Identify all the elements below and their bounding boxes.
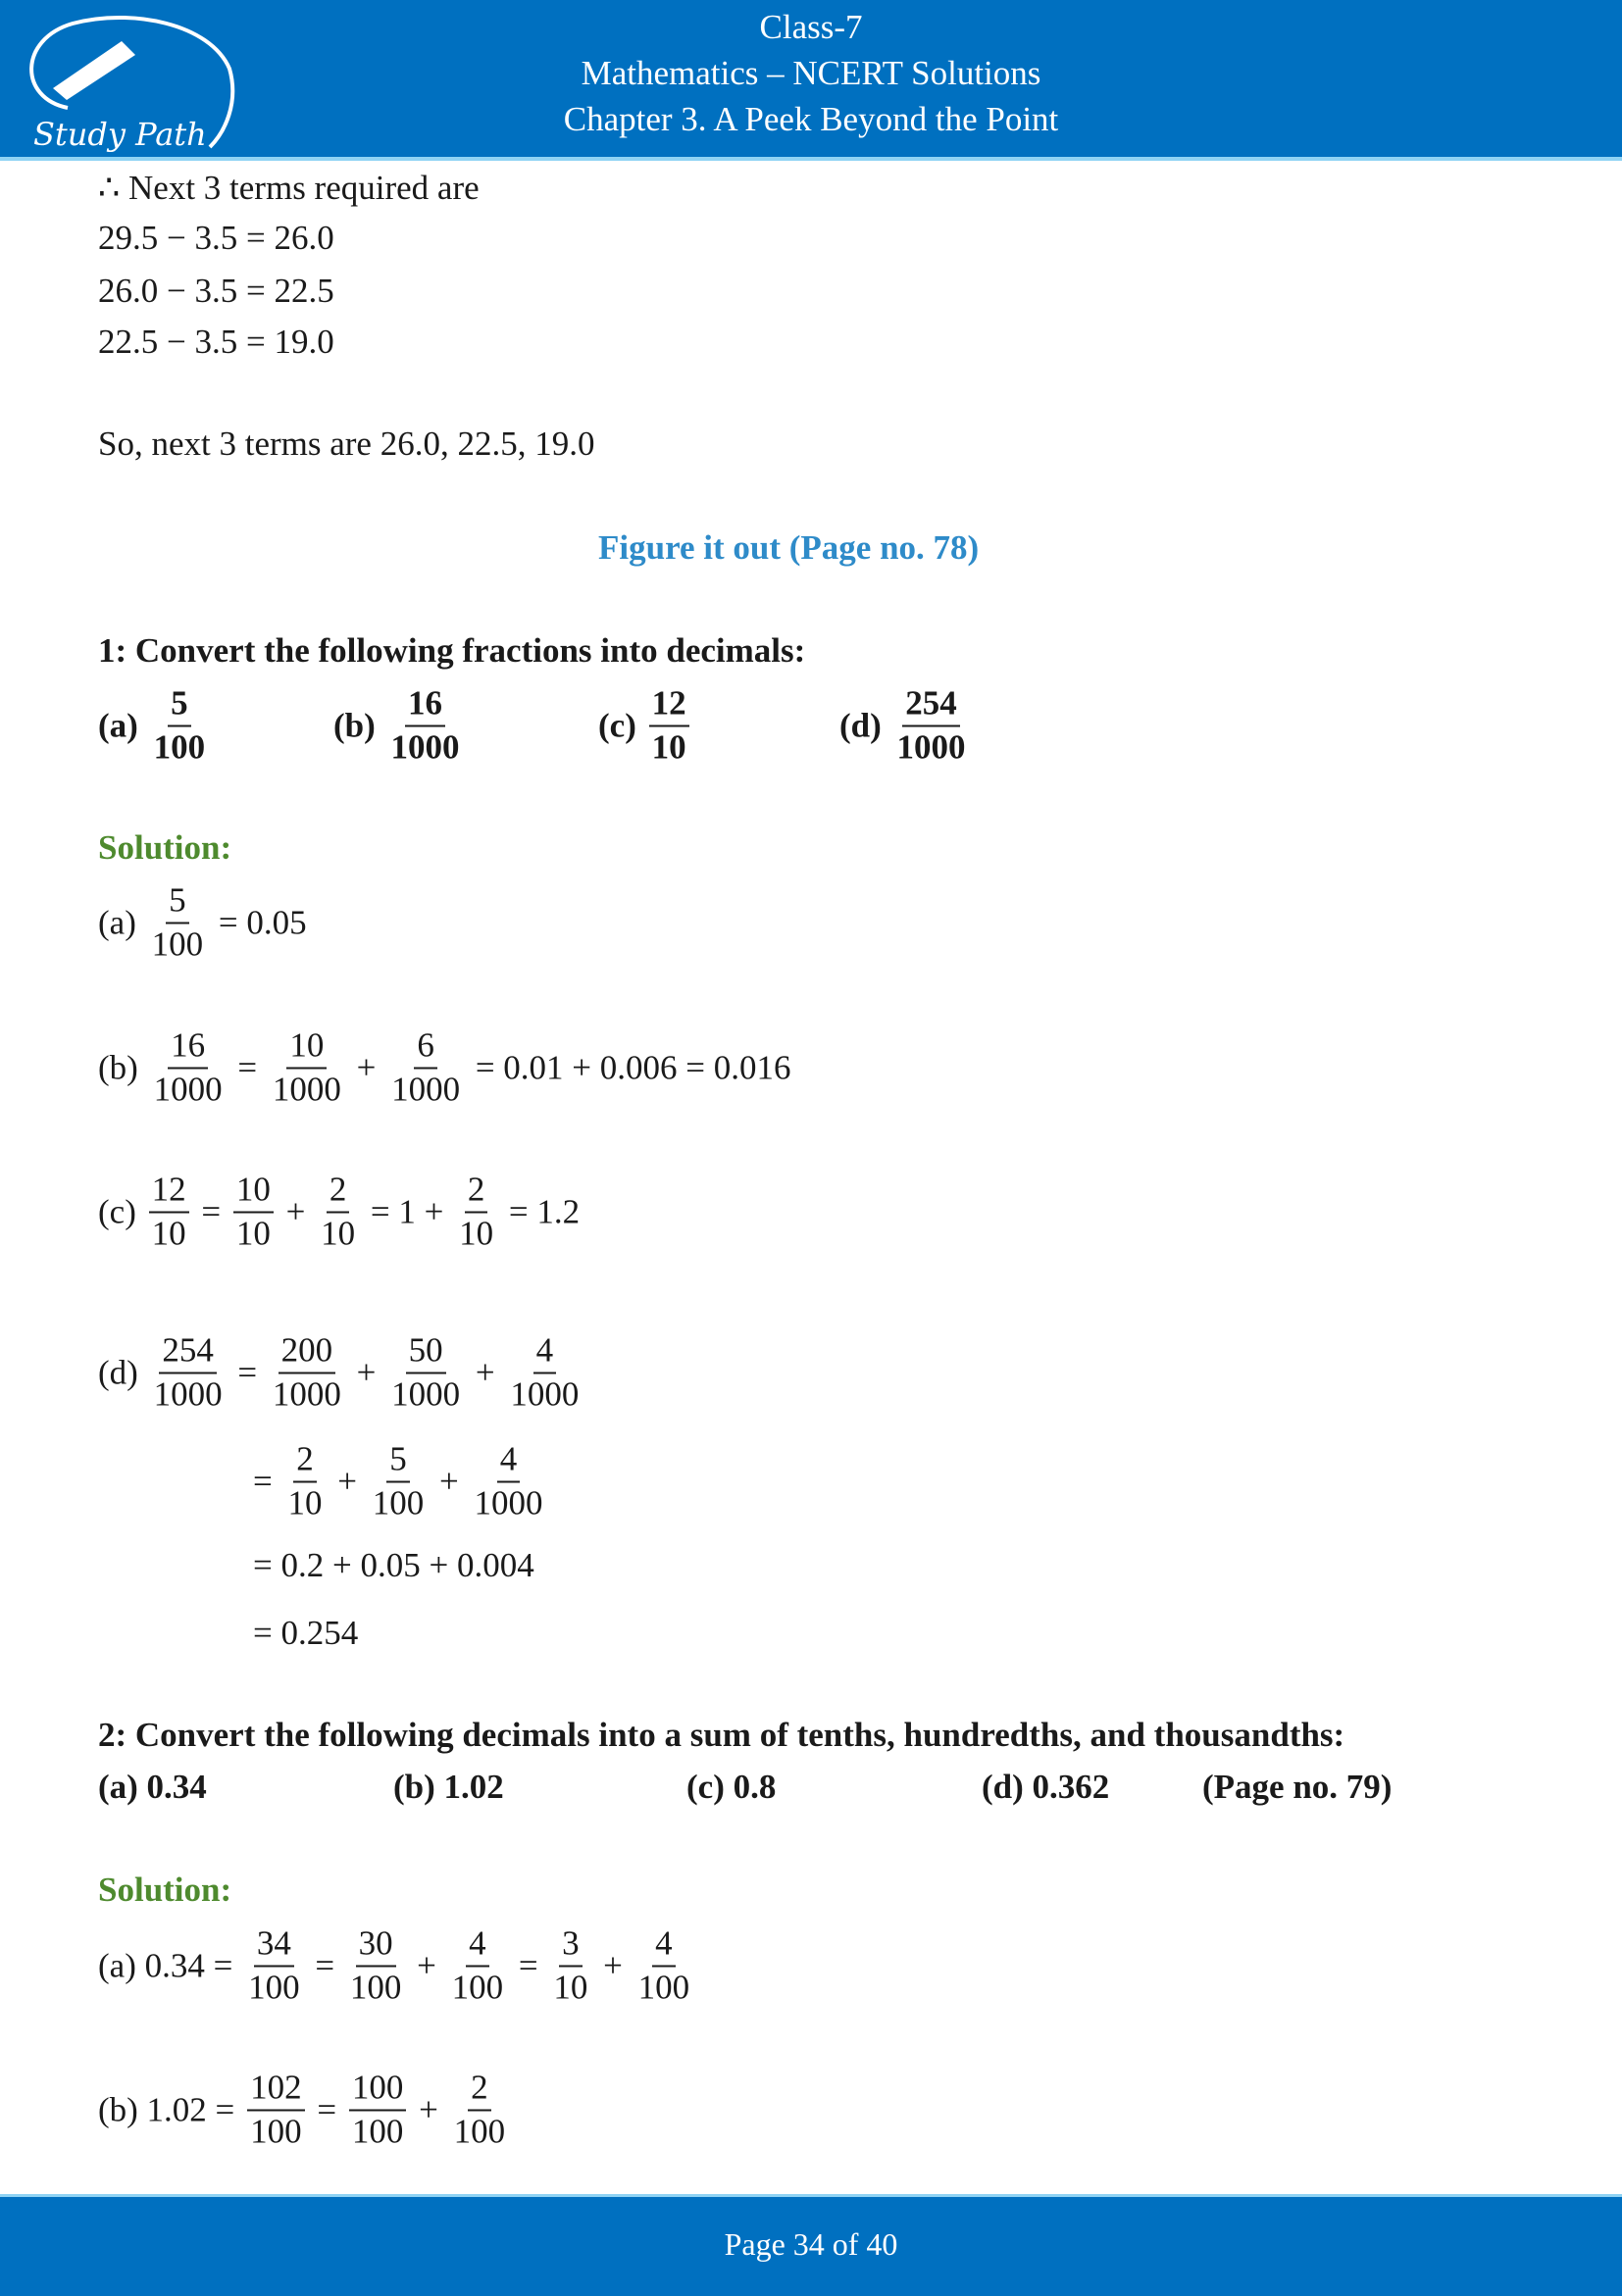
fraction	[388, 685, 463, 767]
q1-c	[598, 685, 693, 767]
numerator: 5	[168, 685, 191, 727]
denominator: 1000	[474, 1483, 543, 1522]
numerator: 200	[279, 1332, 336, 1374]
next-terms-intro	[98, 169, 480, 208]
fraction	[318, 1172, 358, 1253]
numerator: 5	[386, 1441, 410, 1483]
numerator: 2	[293, 1441, 317, 1483]
denominator: 10	[287, 1483, 323, 1522]
denominator: 10	[459, 1214, 494, 1252]
denominator: 100	[351, 2112, 404, 2150]
numerator: 10	[286, 1027, 327, 1070]
text-run: So, next 3 terms are 26.0, 22.5, 19.0	[98, 424, 595, 463]
text-run: = 0.01 + 0.006 = 0.016	[467, 1048, 791, 1086]
fraction	[270, 1027, 344, 1109]
numerator: 6	[414, 1027, 437, 1070]
fraction	[270, 1332, 344, 1414]
text-run: +	[347, 1353, 385, 1391]
denominator: 100	[451, 1968, 504, 2006]
text-run: (d) 0.362	[982, 1768, 1110, 1806]
text-run: +	[277, 1192, 315, 1230]
denominator: 1000	[153, 1070, 223, 1108]
denominator: 100	[349, 1968, 402, 2006]
chapter-title: Chapter 3. A Peek Beyond the Point	[563, 100, 1059, 138]
numerator: 12	[149, 1172, 189, 1214]
text-run: (d)	[98, 1353, 147, 1391]
q1-a	[98, 685, 212, 767]
denominator: 10	[151, 1214, 186, 1252]
page-number: Page 34 of 40	[724, 2226, 898, 2262]
numerator: 10	[233, 1172, 274, 1214]
text-run: ∴ Next 3 terms required are	[98, 169, 480, 207]
text-run: =	[510, 1946, 547, 1984]
sol1-a	[98, 882, 307, 964]
numerator: 2	[465, 1172, 488, 1214]
text-run: =	[228, 1353, 266, 1391]
fraction	[388, 1332, 463, 1414]
sol1-b	[98, 1027, 791, 1109]
q2-a	[98, 1768, 207, 1807]
q1-b	[333, 685, 467, 767]
denominator: 100	[637, 1968, 690, 2006]
numerator: 4	[652, 1925, 676, 1968]
text-run: 1: Convert the following fractions into decimals:	[98, 631, 806, 670]
fraction	[245, 1925, 303, 2007]
text-run: 2: Convert the following decimals into a sum of tenths, hundredths, and thousandths:	[98, 1716, 1345, 1754]
text-run: = 0.2 + 0.05 + 0.004	[253, 1546, 534, 1584]
text-run: =	[228, 1048, 266, 1086]
numerator: 30	[356, 1925, 396, 1968]
fraction	[472, 1441, 546, 1522]
sol1-d	[98, 1332, 585, 1414]
text-run: (b) 1.02 =	[98, 2090, 244, 2128]
fraction	[285, 1441, 326, 1522]
fraction	[247, 2070, 305, 2151]
fraction	[635, 1925, 693, 2007]
denominator: 1000	[510, 1374, 580, 1413]
fraction	[151, 1027, 226, 1109]
denominator: 100	[372, 1483, 425, 1522]
class-title: Class-7	[759, 8, 863, 46]
text-run: =	[308, 2090, 345, 2128]
numerator: 4	[533, 1332, 557, 1374]
logo-text: Study Path	[33, 116, 207, 153]
denominator: 100	[453, 2112, 506, 2150]
sol1-c	[98, 1172, 580, 1253]
text-run: Figure it out (Page no. 78)	[598, 528, 980, 567]
text-run: =	[253, 1462, 281, 1500]
subject-title: Mathematics – NCERT Solutions	[581, 54, 1041, 92]
solution-2-label	[98, 1871, 231, 1910]
text-run: (Page no. 79)	[1202, 1768, 1393, 1806]
denominator: 1000	[391, 1070, 461, 1108]
page-header	[0, 0, 1622, 161]
text-run: (b) 1.02	[393, 1768, 504, 1806]
page-footer	[0, 2194, 1622, 2296]
text-run: +	[431, 1462, 468, 1500]
sol2-a	[98, 1925, 696, 2007]
numerator: 34	[254, 1925, 294, 1968]
text-run: (b)	[333, 706, 384, 744]
denominator: 10	[321, 1214, 356, 1252]
denominator: 1000	[153, 1374, 223, 1413]
fraction	[151, 1332, 226, 1414]
fraction	[347, 1925, 405, 2007]
numerator: 2	[327, 1172, 350, 1214]
text-run: 26.0 − 3.5 = 22.5	[98, 272, 334, 310]
denominator: 100	[151, 924, 204, 963]
term-2	[98, 272, 334, 311]
fraction	[233, 1172, 274, 1253]
sol1-d-step3	[253, 1546, 534, 1585]
numerator: 254	[159, 1332, 217, 1374]
denominator: 10	[553, 1968, 588, 2006]
denominator: 1000	[272, 1070, 341, 1108]
text-run: (a)	[98, 903, 145, 941]
denominator: 100	[153, 727, 206, 766]
text-run: +	[410, 2090, 447, 2128]
next-terms-answer	[98, 424, 594, 464]
fraction	[894, 685, 969, 767]
text-run: (c)	[598, 706, 645, 744]
numerator: 5	[166, 882, 189, 924]
text-run: (b)	[98, 1048, 147, 1086]
text-run: (c)	[98, 1192, 145, 1230]
fraction	[456, 1172, 496, 1253]
text-run: +	[408, 1946, 445, 1984]
fraction	[151, 685, 209, 767]
text-run: Solution:	[98, 828, 232, 867]
fraction	[451, 2070, 509, 2151]
text-run: = 0.254	[253, 1614, 359, 1652]
numerator: 3	[559, 1925, 583, 1968]
text-run: = 0.05	[210, 903, 307, 941]
fraction	[449, 1925, 507, 2007]
question-1	[98, 631, 805, 671]
term-1	[98, 219, 334, 258]
text-run: (d)	[839, 706, 890, 744]
fraction	[370, 1441, 428, 1522]
solution-1-label	[98, 828, 231, 868]
text-run: (a)	[98, 706, 147, 744]
text-run: (a) 0.34	[98, 1768, 207, 1806]
fraction	[149, 882, 207, 964]
text-run: +	[467, 1353, 504, 1391]
denominator: 1000	[896, 727, 966, 766]
fraction	[388, 1027, 463, 1109]
numerator: 16	[168, 1027, 208, 1070]
text-run: +	[329, 1462, 366, 1500]
q2-d	[982, 1768, 1109, 1807]
section-heading	[598, 528, 979, 568]
text-run: = 1 +	[362, 1192, 453, 1230]
text-run: =	[306, 1946, 343, 1984]
sol1-d-step4	[253, 1614, 358, 1653]
denominator: 10	[651, 727, 686, 766]
numerator: 12	[649, 685, 689, 727]
fraction	[149, 1172, 189, 1253]
numerator: 2	[468, 2070, 491, 2112]
text-run: +	[594, 1946, 632, 1984]
numerator: 4	[497, 1441, 521, 1483]
numerator: 50	[406, 1332, 446, 1374]
denominator: 1000	[272, 1374, 341, 1413]
numerator: 4	[466, 1925, 489, 1968]
text-run: (c) 0.8	[686, 1768, 777, 1806]
text-run: (a) 0.34 =	[98, 1946, 242, 1984]
q2-page	[1202, 1768, 1392, 1807]
fraction	[550, 1925, 590, 2007]
fraction	[649, 685, 689, 767]
numerator: 16	[405, 685, 445, 727]
term-3	[98, 323, 334, 362]
denominator: 10	[235, 1214, 271, 1252]
numerator: 100	[349, 2070, 407, 2112]
text-run: Solution:	[98, 1871, 232, 1909]
sol1-d-step2	[253, 1441, 550, 1522]
text-run: 29.5 − 3.5 = 26.0	[98, 219, 334, 257]
fraction	[349, 2070, 407, 2151]
text-run: =	[192, 1192, 229, 1230]
denominator: 100	[248, 1968, 300, 2006]
text-run: +	[347, 1048, 385, 1086]
denominator: 1000	[390, 727, 460, 766]
fraction	[507, 1332, 582, 1414]
question-2	[98, 1716, 1344, 1755]
text-run: = 1.2	[500, 1192, 581, 1230]
q2-c	[686, 1768, 776, 1807]
sol2-b	[98, 2070, 512, 2151]
denominator: 1000	[391, 1374, 461, 1413]
q2-b	[393, 1768, 504, 1807]
numerator: 102	[247, 2070, 305, 2112]
text-run: 22.5 − 3.5 = 19.0	[98, 323, 334, 361]
denominator: 100	[250, 2112, 302, 2150]
q1-d	[839, 685, 973, 767]
numerator: 254	[902, 685, 960, 727]
